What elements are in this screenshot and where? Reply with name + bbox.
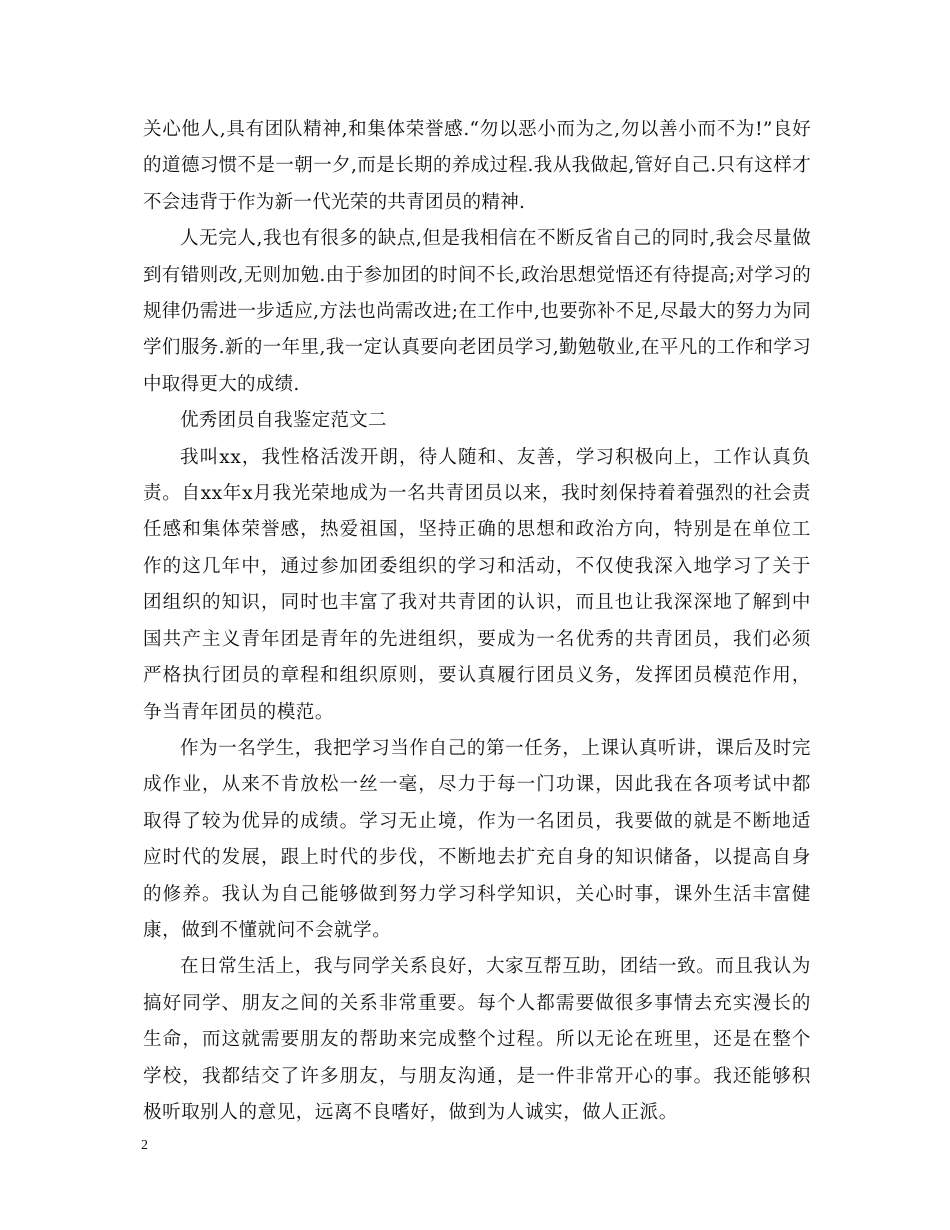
paragraph-introduction: 我叫xx，我性格活泼开朗，待人随和、友善，学习积极向上，工作认真负责。自xx年x月我光荣地成为一名共青团员以来，我时刻保持着着强烈的社会责任感和集体荣誉感，热爱祖国，坚持正确的思想和政治方向，特别是在单位工作的这几年中，通过参加团委组织的学习和活动，不仅使我深入地学习了关于团组织的知识，同时也丰富了我对共青团的认识，而且也让我深深地了解到中国共产主义青年团是青年的先进组织，要成为一名优秀的共青团员，我们必须严格执行团员的章程和组织原则，要认真履行团员义务，发挥团员模范作用，争当青年团员的模范。: [143, 446, 811, 723]
section-heading: 优秀团员自我鉴定范文二: [180, 410, 387, 432]
paragraph-team-spirit: 关心他人,具有团队精神,和集体荣誉感.“勿以恶小而为之,勿以善小而不为!”良好的道德习惯不是一朝一夕,而是长期的养成过程.我从我做起,管好自己.只有这样才不会违背于作为新一代光荣的共青团员的精神.: [143, 119, 811, 213]
page-number: 2: [141, 1138, 148, 1153]
paragraph-daily-life: 在日常生活上，我与同学关系良好，大家互帮互助，团结一致。而且我认为搞好同学、朋友之间的关系非常重要。每个人都需要做很多事情去充实漫长的生命，而这就需要朋友的帮助来完成整个过程。所以无论在班里，还是在整个学校，我都结交了许多朋友，与朋友沟通，是一件非常开心的事。我还能够积极听取别人的意见，远离不良嗜好，做到为人诚实，做人正派。: [143, 956, 811, 1123]
document-body: [143, 112, 811, 1131]
paragraph-shortcomings: 人无完人,我也有很多的缺点,但是我相信在不断反省自己的同时,我会尽量做到有错则改,无则加勉.由于参加团的时间不长,政治思想觉悟还有待提高;对学习的规律仍需进一步适应,方法也尚需改进;在工作中,也要弥补不足,尽最大的努力为同学们服务.新的一年里,我一定认真要向老团员学习,勤勉敬业,在平凡的工作和学习中取得更大的成绩.: [143, 228, 811, 395]
paragraph-study: 作为一名学生，我把学习当作自己的第一任务，上课认真听讲，课后及时完成作业，从来不肯放松一丝一毫，尽力于每一门功课，因此我在各项考试中都取得了较为优异的成绩。学习无止境，作为一名团员，我要做的就是不断地适应时代的发展，跟上时代的步伐，不断地去扩充自身的知识储备，以提高自身的修养。我认为自己能够做到努力学习科学知识，关心时事，课外生活丰富健康，做到不懂就问不会就学。: [143, 737, 811, 941]
